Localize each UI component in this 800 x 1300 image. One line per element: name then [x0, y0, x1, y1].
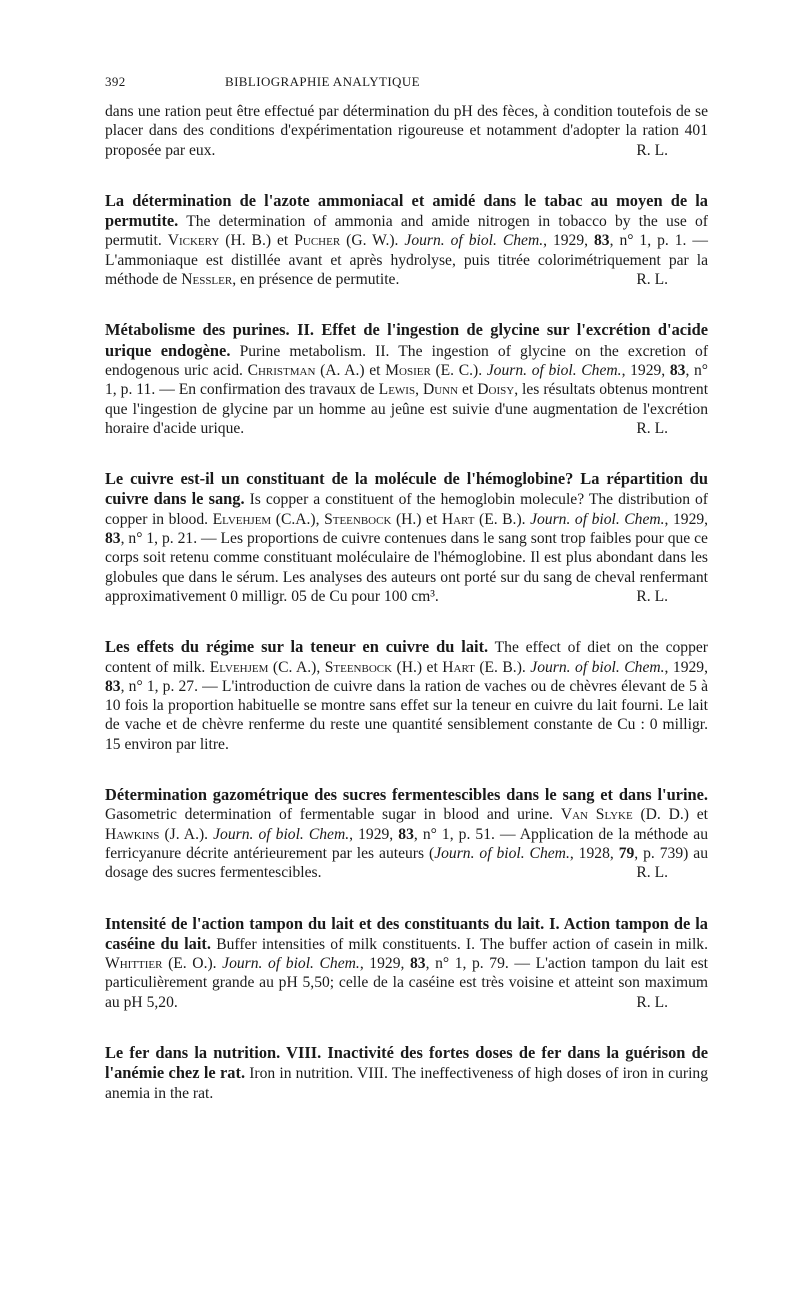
entry-title: Le fer dans la nutrition. VIII. Inactivité des fortes doses de fer dans la guérison de l'anémie chez le rat. — [105, 1042, 708, 1083]
author-name: Elvehjem — [209, 658, 269, 676]
page-number: 392 — [105, 74, 126, 89]
author-initials: R. L. — [636, 864, 668, 882]
entry-title: Métabolisme des purines. II. Effet de l'ingestion de glycine sur l'excrétion d'acide urique endogène. — [105, 320, 708, 360]
page-header — [105, 74, 708, 90]
author-name: Lewis — [378, 381, 416, 399]
english-title: Is copper a constituent of the hemoglobin molecule? The distribution of copper in blood. — [105, 491, 708, 528]
abstract-text: — En confirmation des travaux de — [159, 381, 375, 399]
bibliography-entry: Les effets du régime sur la teneur en cuivre du lait. The effect of diet on the copper content of milk. Elvehjem (C. A.), Steenbock (H.) et Hart (E. B.). Journ. of biol. Chem., 1929, 83, n° 1, p. 27. — L'introduction de cuivre dans la ration de vaches ou de chèvres élevant de 5 à 10 fois la proportion habituelle se montre sans effet sur la teneur en cuivre du lait fourni. Le lait de vache et de chèvre renferme du reste une quantité sensiblement constante de Cu : 0 milligr. 15 environ par litre. — [105, 637, 709, 753]
abstract-text: — Les proportions de cuivre contenues dans le sang sont trop faibles pour que ce corps soit retenu comme constituant moléculaire de l'hémoglobine. Il est plus abondant dans les globules que dans le sérum. Les analyses des auteurs ont porté sur du sang de cheval renfermant approximativement 0 milligr. 05 de Cu pour 100 cm³. — [105, 530, 708, 605]
abstract-text: — Application de la méthode au ferricyanure décrite antérieurement par les auteurs ( — [105, 825, 708, 862]
english-title: The effect of diet on the copper content of milk. — [105, 639, 709, 676]
journal-name: Journ. of biol. Chem. — [530, 510, 665, 528]
author-name: Vickery — [167, 232, 220, 250]
author-initials: R. L. — [636, 271, 668, 289]
author-name: Whittier — [105, 955, 163, 973]
journal-name: Journ. of biol. Chem. — [434, 844, 570, 862]
volume: 79 — [618, 844, 635, 862]
author-name: Hart — [442, 658, 475, 676]
document-page — [105, 74, 708, 1134]
author-name: Elvehjem — [212, 510, 272, 528]
entry-title: Le cuivre est-il un constituant de la molécule de l'hémoglobine? La répartition du cuivre dans le sang. — [105, 469, 708, 509]
intro-paragraph: dans une ration peut être effectué par détermination du pH des fèces, à condition toutefois de se placer dans des conditions d'expérimentation rigoureuse et notamment d'adopter la ration 401 proposée par eux. R. L. — [105, 103, 708, 159]
volume: 83 — [669, 361, 686, 379]
bibliography-entry: Intensité de l'action tampon du lait et des constituants du lait. I. Action tampon de la caséine du lait. Buffer intensities of milk constituents. I. The buffer action of casein in milk. Whittier (E. O.). Journ. of biol. Chem., 1929, 83, n° 1, p. 79. — L'action tampon du lait est particulièrement grande au pH 5,50; celle de la caséine est très voisine et atteint son maximum au pH 5,20. R. L. — [105, 913, 709, 1011]
volume: 83 — [105, 530, 121, 548]
journal-name: Journ. of biol. Chem. — [530, 658, 665, 676]
english-title: Buffer intensities of milk constituents. I. The buffer action of casein in milk. — [216, 935, 708, 953]
bibliography-entry: Détermination gazométrique des sucres fermentescibles dans le sang et dans l'urine. Gasometric determination of fermentable sugar in blood and urine. Van Slyke (D. D.) et Hawkins (J. A.). Journ. of biol. Chem., 1929, 83, n° 1, p. 51. — Application de la méthode au ferricyanure décrite antérieurement par les auteurs (Journ. of biol. Chem., 1928, 79, p. 739) au dosage des sucres fermentescibles. R. L. — [105, 785, 708, 882]
author-initials: R. L. — [636, 419, 668, 437]
entry-title: Intensité de l'action tampon du lait et des constituants du lait. I. Action tampon de la caséine du lait. — [105, 913, 708, 953]
author-name: Steenbock — [324, 658, 393, 676]
author-name: Hawkins — [105, 825, 160, 843]
abstract-text: — L'introduction de cuivre dans la ration de vaches ou de chèvres élevant de 5 à 10 fois la proportion habituelle se montre sans effet sur la teneur en cuivre du lait fourni. Le lait de vache et de chèvre renferme du reste une quantité sensiblement constante de Cu : 0 milligr. 15 environ par litre. — [105, 677, 708, 753]
english-title: The determination of ammonia and amide nitrogen in tobacco by the use of permutit. — [105, 213, 709, 250]
journal-name: Journ. of biol. Chem. — [213, 825, 350, 843]
english-title: Gasometric determination of fermentable sugar in blood and urine. — [105, 806, 554, 824]
bibliography-entry: Métabolisme des purines. II. Effet de l'ingestion de glycine sur l'excrétion d'acide urique endogène. Purine metabolism. II. The ingestion of glycine on the excretion of endogenous uric acid. Christman (A. A.) et Mosier (E. C.). Journ. of biol. Chem., 1929, 83, n° 1, p. 11. — En confirmation des travaux de Lewis, Dunn et Doisy, les résultats obtenus montrent que l'ingestion de glycine par un homme au jeûne est suivie d'une augmentation de l'excrétion horaire d'acide urique. R. L. — [105, 320, 709, 437]
bibliography-entry: La détermination de l'azote ammoniacal et amidé dans le tabac au moyen de la permutite. The determination of ammonia and amide nitrogen in tobacco by the use of permutit. Vickery (H. B.) et Pucher (G. W.). Journ. of biol. Chem., 1929, 83, n° 1, p. 1. — L'ammoniaque est distillée avant et après hydrolyse, puis titrée colorimétriquement par la méthode de Nessler, en présence de permutite. R. L. — [105, 190, 709, 289]
author-name: Mosier — [385, 361, 431, 379]
bibliography-entry: Le cuivre est-il un constituant de la molécule de l'hémoglobine? La répartition du cuivre dans le sang. Is copper a constituent of the hemoglobin molecule? The distribution of copper in blood. Elvehjem (C.A.), Steenbock (H.) et Hart (E. B.). Journ. of biol. Chem., 1929, 83, n° 1, p. 21. — Les proportions de cuivre contenues dans le sang sont trop faibles pour que ce corps soit retenu comme constituant moléculaire de l'hémoglobine. Il est plus abondant dans les globules que dans le sérum. Les analyses des auteurs ont porté sur du sang de cheval renfermant approximativement 0 milligr. 05 de Cu pour 100 cm³. R. L. — [105, 469, 709, 605]
journal-name: Journ. of biol. Chem. — [404, 232, 544, 250]
abstract-text: — L'ammoniaque est distillée avant et après hydrolyse, puis titrée colorimétriquement par la méthode de — [105, 232, 708, 289]
author-name: Pucher — [294, 232, 341, 250]
running-title: BIBLIOGRAPHIE ANALYTIQUE — [225, 74, 420, 89]
journal-name: Journ. of biol. Chem. — [222, 955, 360, 973]
author-name: Christman — [247, 361, 316, 379]
abstract-text: — L'action tampon du lait est particulièrement grande au pH 5,50; celle de la caséine est très voisine et atteint son maximum au pH 5,20. — [105, 955, 709, 1011]
volume: 83 — [594, 232, 610, 250]
entry-title: Détermination gazométrique des sucres fermentescibles dans le sang et dans l'urine. — [105, 785, 708, 805]
author-initials: R. L. — [636, 993, 668, 1011]
volume: 83 — [410, 955, 426, 973]
volume: 83 — [398, 825, 414, 843]
author-name: Nessler — [181, 271, 233, 289]
english-title: Iron in nutrition. VIII. The ineffectiveness of high doses of iron in curing anemia in the rat. — [105, 1065, 709, 1102]
author-initials: R. L. — [636, 141, 668, 159]
author-initials: R. L. — [636, 587, 668, 605]
author-name: Dunn — [422, 381, 459, 399]
author-name: Steenbock — [324, 510, 392, 528]
entry-title: Les effets du régime sur la teneur en cuivre du lait. — [105, 637, 489, 657]
bibliography-entry — [105, 1043, 708, 1103]
author-name: Doisy — [477, 381, 515, 399]
english-title: Purine metabolism. II. The ingestion of glycine on the excretion of endogenous uric acid. — [105, 342, 709, 379]
volume: 83 — [105, 677, 121, 695]
journal-name: Journ. of biol. Chem. — [486, 361, 622, 379]
author-name: Van Slyke — [560, 806, 633, 824]
entry-title: La détermination de l'azote ammoniacal et amidé dans le tabac au moyen de la permutite. — [105, 190, 708, 231]
author-name: Hart — [441, 510, 475, 528]
